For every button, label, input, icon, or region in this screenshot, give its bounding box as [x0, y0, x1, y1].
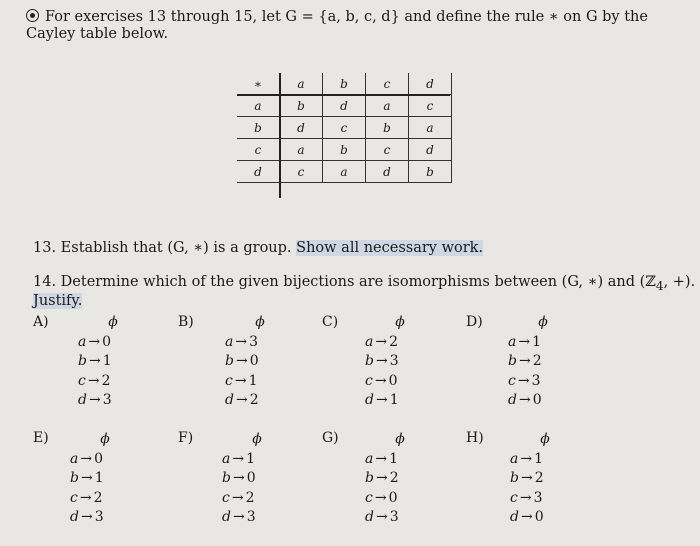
- mapping-line: a → 0: [78, 333, 112, 350]
- cayley-cell: a: [366, 95, 409, 117]
- mapping-line: d → 1: [365, 392, 399, 408]
- phi-symbol: ϕ: [538, 314, 548, 330]
- cayley-cell: c: [323, 117, 366, 139]
- mapping-line: c → 2: [78, 372, 111, 389]
- mapping-line: b → 2: [510, 470, 544, 486]
- cayley-cell: b: [409, 161, 452, 183]
- cayley-cell: a: [409, 117, 452, 139]
- cayley-cell: d: [409, 139, 452, 161]
- cayley-row: [237, 139, 452, 161]
- cayley-cell: a: [237, 95, 280, 117]
- arrow-icon: →: [235, 392, 248, 408]
- bijection-mapping: [365, 313, 435, 411]
- question-14-middle: , +).: [663, 274, 696, 290]
- cayley-cell: d: [323, 95, 366, 117]
- mapping-line: c → 3: [508, 372, 541, 389]
- phi-symbol: ϕ: [540, 431, 550, 447]
- option-label: A): [33, 314, 49, 330]
- mapping-line: a → 1: [365, 450, 399, 467]
- question-13-text: 13. Establish that (G, ∗) is a group.: [33, 240, 297, 256]
- phi-symbol: ϕ: [100, 431, 110, 447]
- cayley-cell: c: [280, 161, 323, 183]
- bijection-mapping: [510, 430, 580, 528]
- option-label: E): [33, 430, 49, 446]
- arrow-icon: →: [231, 489, 244, 506]
- mapping-line: a → 3: [225, 333, 259, 350]
- option-label: F): [178, 430, 194, 446]
- phi-symbol: ϕ: [255, 314, 265, 330]
- question-13-highlight: Show all necessary work.: [296, 240, 484, 256]
- cayley-row: [237, 161, 452, 183]
- arrow-icon: →: [517, 372, 530, 389]
- arrow-icon: →: [375, 392, 388, 408]
- option-label: C): [322, 314, 339, 330]
- intro-text: [26, 8, 666, 43]
- mapping-line: d → 3: [222, 509, 256, 525]
- bijection-mapping: [365, 430, 435, 528]
- cayley-cell: a: [323, 161, 366, 183]
- question-14-highlight: Justify.: [33, 292, 83, 309]
- mapping-line: b → 0: [225, 353, 259, 369]
- arrow-icon: →: [375, 509, 388, 525]
- mapping-line: c → 0: [365, 489, 398, 506]
- cayley-cell: c: [409, 95, 452, 117]
- arrow-icon: →: [520, 470, 533, 486]
- bijection-mapping: [225, 313, 295, 411]
- arrow-icon: →: [88, 333, 101, 350]
- cayley-header-rule: [237, 94, 450, 96]
- question-13: [33, 240, 483, 256]
- phi-symbol: ϕ: [395, 431, 405, 447]
- arrow-icon: →: [232, 450, 245, 467]
- mapping-line: d → 0: [510, 509, 544, 525]
- cayley-cell: ∗: [237, 73, 280, 95]
- option-label: D): [466, 314, 483, 330]
- question-14-text: 14. Determine which of the given bijections are isomorphisms between (G, ∗) and (ℤ: [33, 274, 656, 290]
- mapping-line: b → 1: [78, 353, 112, 369]
- arrow-icon: →: [520, 509, 533, 525]
- arrow-icon: →: [88, 353, 101, 369]
- cayley-cell: d: [409, 73, 452, 95]
- cayley-row: [237, 117, 452, 139]
- cayley-cell: c: [237, 139, 280, 161]
- mapping-line: b → 0: [222, 470, 256, 486]
- mapping-line: a → 1: [508, 333, 542, 350]
- arrow-icon: →: [374, 489, 387, 506]
- phi-symbol: ϕ: [252, 431, 262, 447]
- arrow-icon: →: [375, 353, 388, 369]
- mapping-line: a → 1: [510, 450, 544, 467]
- mapping-line: b → 3: [365, 353, 399, 369]
- arrow-icon: →: [375, 450, 388, 467]
- arrow-icon: →: [375, 333, 388, 350]
- cayley-row: [237, 95, 452, 117]
- question-14-subscript: 4: [655, 278, 664, 293]
- mapping-line: c → 0: [365, 372, 398, 389]
- arrow-icon: →: [80, 509, 93, 525]
- bijection-mapping: [508, 313, 578, 411]
- mapping-line: b → 1: [70, 470, 104, 486]
- mapping-line: b → 2: [508, 353, 542, 369]
- arrow-icon: →: [87, 372, 100, 389]
- cayley-cell: a: [280, 139, 323, 161]
- cayley-cell: a: [280, 73, 323, 95]
- intro-sentence: For exercises 13 through 15, let G = {a, b, c, d} and define the rule ∗ on G by the Cayley table below.: [26, 9, 648, 42]
- phi-symbol: ϕ: [395, 314, 405, 330]
- cayley-cell: b: [323, 73, 366, 95]
- cayley-cell: b: [366, 117, 409, 139]
- mapping-line: d → 0: [508, 392, 542, 408]
- option-label: G): [322, 430, 339, 446]
- arrow-icon: →: [375, 470, 388, 486]
- mapping-line: d → 3: [78, 392, 112, 408]
- mapping-line: c → 2: [222, 489, 255, 506]
- mapping-line: c → 1: [225, 372, 258, 389]
- cayley-cell: b: [323, 139, 366, 161]
- cayley-cell: d: [237, 161, 280, 183]
- bijection-mapping: [78, 313, 148, 411]
- phi-symbol: ϕ: [108, 314, 118, 330]
- arrow-icon: →: [232, 509, 245, 525]
- option-label: B): [178, 314, 194, 330]
- cayley-cell: b: [237, 117, 280, 139]
- cayley-header-row: [237, 73, 452, 95]
- cayley-table: [237, 73, 452, 183]
- arrow-icon: →: [520, 450, 533, 467]
- arrow-icon: →: [234, 372, 247, 389]
- mapping-line: b → 2: [365, 470, 399, 486]
- mapping-line: c → 2: [70, 489, 103, 506]
- arrow-icon: →: [374, 372, 387, 389]
- mapping-line: d → 3: [365, 509, 399, 525]
- mapping-line: d → 3: [70, 509, 104, 525]
- cayley-cell: d: [280, 117, 323, 139]
- arrow-icon: →: [518, 333, 531, 350]
- cayley-cell: c: [366, 73, 409, 95]
- arrow-icon: →: [235, 333, 248, 350]
- mapping-line: c → 3: [510, 489, 543, 506]
- arrow-icon: →: [519, 489, 532, 506]
- arrow-icon: →: [518, 392, 531, 408]
- mapping-line: a → 2: [365, 333, 399, 350]
- bijection-mapping: [70, 430, 140, 528]
- mapping-line: d → 2: [225, 392, 259, 408]
- arrow-icon: →: [235, 353, 248, 369]
- arrow-icon: →: [80, 450, 93, 467]
- arrow-icon: →: [88, 392, 101, 408]
- cayley-cell: d: [366, 161, 409, 183]
- arrow-icon: →: [518, 353, 531, 369]
- cayley-side-rule: [279, 73, 281, 198]
- arrow-icon: →: [80, 470, 93, 486]
- cayley-cell: b: [280, 95, 323, 117]
- radio-button-icon[interactable]: [26, 9, 39, 22]
- mapping-line: a → 0: [70, 450, 104, 467]
- arrow-icon: →: [232, 470, 245, 486]
- mapping-line: a → 1: [222, 450, 256, 467]
- arrow-icon: →: [79, 489, 92, 506]
- question-14: [33, 274, 700, 309]
- cayley-cell: c: [366, 139, 409, 161]
- option-label: H): [466, 430, 484, 446]
- bijection-mapping: [222, 430, 292, 528]
